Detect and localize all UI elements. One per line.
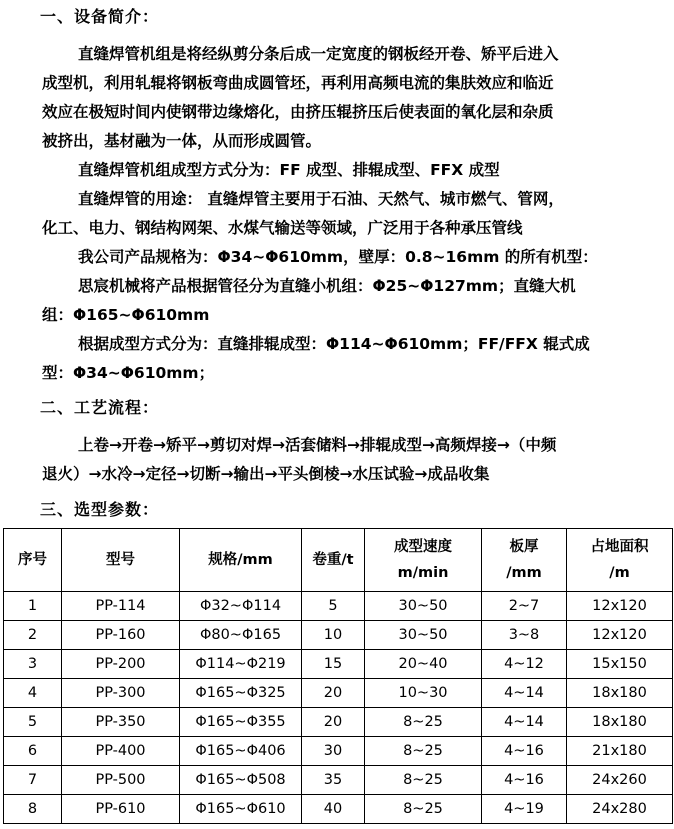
cell-area: 21x180	[567, 737, 673, 766]
header-speed	[365, 529, 482, 592]
text-line: 组：Φ165~Φ610mm	[42, 306, 210, 324]
table-row	[4, 650, 673, 679]
cell-thickness: 4~14	[482, 679, 567, 708]
table-body	[4, 592, 673, 824]
intro-paragraph-1	[42, 40, 632, 156]
params-table	[3, 528, 673, 824]
cell-no: 6	[4, 737, 62, 766]
table-row	[4, 708, 673, 737]
cell-area: 12x120	[567, 621, 673, 650]
cell-spec: Φ114~Φ219	[180, 650, 302, 679]
cell-no: 3	[4, 650, 62, 679]
text-line: 上卷→开卷→矫平→剪切对焊→活套储料→排辊成型→高频焊接→（中频	[78, 436, 557, 454]
section-heading-process: 二、工艺流程：	[40, 398, 160, 417]
header-area-line1: 占地面积	[590, 539, 649, 555]
header-speed-line1: 成型速度	[394, 539, 452, 555]
text-line: 我公司产品规格为：Φ34~Φ610mm，壁厚：0.8~16mm 的所有机型：	[78, 248, 598, 266]
table-row	[4, 592, 673, 621]
cell-model: PP-400	[62, 737, 180, 766]
text-line: 退火）→水冷→定径→切断→输出→平头倒棱→水压试验→成品收集	[42, 465, 490, 483]
header-coil-weight: 卷重/t	[302, 529, 365, 592]
cell-thickness: 4~16	[482, 737, 567, 766]
cell-speed: 30~50	[365, 592, 482, 621]
header-thickness-line2: /mm	[506, 565, 542, 581]
cell-spec: Φ80~Φ165	[180, 621, 302, 650]
intro-paragraph-4	[42, 243, 632, 272]
text-line: 效应在极短时间内使钢带边缘熔化，由挤压辊挤压后使表面的氧化层和杂质	[42, 103, 554, 121]
cell-no: 4	[4, 679, 62, 708]
intro-paragraph-6	[42, 330, 632, 388]
cell-thickness: 4~16	[482, 766, 567, 795]
text-line: 思宸机械将产品根据管径分为直缝小机组：Φ25~Φ127mm；直缝大机	[78, 277, 576, 295]
cell-no: 2	[4, 621, 62, 650]
header-area	[567, 529, 673, 592]
cell-model: PP-500	[62, 766, 180, 795]
cell-coil-weight: 10	[302, 621, 365, 650]
process-flow	[42, 431, 632, 489]
cell-speed: 30~50	[365, 621, 482, 650]
cell-coil-weight: 30	[302, 737, 365, 766]
table-row	[4, 766, 673, 795]
section-heading-params: 三、选型参数：	[40, 500, 160, 519]
cell-area: 24x260	[567, 766, 673, 795]
cell-spec: Φ32~Φ114	[180, 592, 302, 621]
text-line: 化工、电力、钢结构网架、水煤气输送等领域，广泛用于各种承压管线	[42, 219, 523, 237]
cell-thickness: 4~19	[482, 795, 567, 824]
cell-area: 12x120	[567, 592, 673, 621]
text-line: 直缝焊管的用途： 直缝焊管主要用于石油、天然气、城市燃气、管网，	[78, 190, 564, 208]
cell-no: 1	[4, 592, 62, 621]
cell-speed: 10~30	[365, 679, 482, 708]
text-line: 直缝焊管机组成型方式分为：FF 成型、排辊成型、FFX 成型	[78, 161, 500, 179]
table-row	[4, 621, 673, 650]
cell-spec: Φ165~Φ325	[180, 679, 302, 708]
cell-coil-weight: 20	[302, 679, 365, 708]
header-model: 型号	[62, 529, 180, 592]
text-line: 直缝焊管机组是将经纵剪分条后成一定宽度的钢板经开卷、矫平后进入	[78, 45, 559, 63]
header-speed-line2: m/min	[397, 565, 449, 581]
cell-model: PP-114	[62, 592, 180, 621]
cell-speed: 8~25	[365, 766, 482, 795]
header-spec: 规格/mm	[180, 529, 302, 592]
cell-coil-weight: 15	[302, 650, 365, 679]
table-header-row	[4, 529, 673, 592]
table-row	[4, 795, 673, 824]
cell-coil-weight: 40	[302, 795, 365, 824]
cell-spec: Φ165~Φ610	[180, 795, 302, 824]
cell-spec: Φ165~Φ355	[180, 708, 302, 737]
cell-area: 18x180	[567, 708, 673, 737]
table-row	[4, 737, 673, 766]
cell-model: PP-160	[62, 621, 180, 650]
cell-thickness: 4~12	[482, 650, 567, 679]
cell-thickness: 2~7	[482, 592, 567, 621]
section-heading-intro: 一、设备简介：	[40, 7, 160, 26]
intro-paragraph-5	[42, 272, 632, 330]
cell-thickness: 3~8	[482, 621, 567, 650]
cell-coil-weight: 5	[302, 592, 365, 621]
cell-no: 8	[4, 795, 62, 824]
cell-speed: 20~40	[365, 650, 482, 679]
cell-spec: Φ165~Φ406	[180, 737, 302, 766]
cell-model: PP-200	[62, 650, 180, 679]
cell-area: 24x280	[567, 795, 673, 824]
cell-no: 5	[4, 708, 62, 737]
text-line: 型：Φ34~Φ610mm；	[42, 364, 215, 382]
intro-paragraph-2	[42, 156, 632, 185]
table-row	[4, 679, 673, 708]
cell-speed: 8~25	[365, 795, 482, 824]
intro-paragraph-3	[42, 185, 632, 243]
cell-area: 18x180	[567, 679, 673, 708]
cell-no: 7	[4, 766, 62, 795]
text-line: 根据成型方式分为：直缝排辊成型：Φ114~Φ610mm；FF/FFX 辊式成	[78, 335, 590, 353]
header-area-line2: /m	[609, 565, 630, 581]
cell-spec: Φ165~Φ508	[180, 766, 302, 795]
cell-model: PP-610	[62, 795, 180, 824]
cell-coil-weight: 35	[302, 766, 365, 795]
text-line: 被挤出，基材融为一体，从而形成圆管。	[42, 132, 322, 150]
cell-model: PP-350	[62, 708, 180, 737]
header-thickness-line1: 板厚	[509, 539, 539, 555]
cell-speed: 8~25	[365, 737, 482, 766]
header-no: 序号	[4, 529, 62, 592]
text-line: 成型机，利用轧辊将钢板弯曲成圆管坯，再利用高频电流的集肤效应和临近	[42, 74, 554, 92]
header-thickness	[482, 529, 567, 592]
cell-thickness: 4~14	[482, 708, 567, 737]
cell-area: 15x150	[567, 650, 673, 679]
cell-model: PP-300	[62, 679, 180, 708]
cell-speed: 8~25	[365, 708, 482, 737]
cell-coil-weight: 20	[302, 708, 365, 737]
